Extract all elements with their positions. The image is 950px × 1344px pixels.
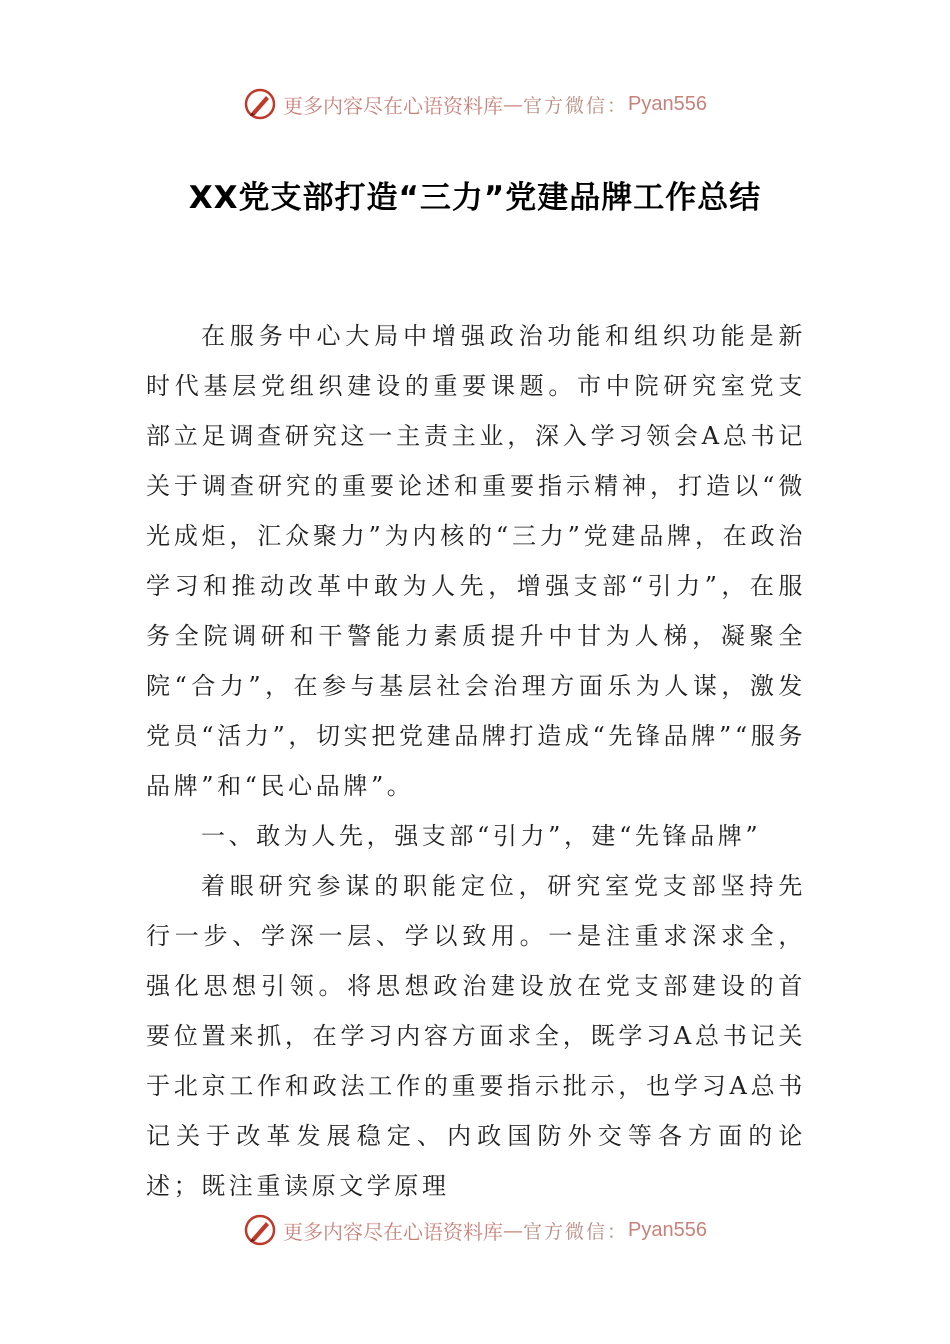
pen-logo-icon [243,1213,277,1247]
document-body [146,311,806,1211]
paragraph-heading-1: 一、敢为人先，强支部“引力”，建“先锋品牌” [201,822,762,850]
pen-logo-icon [243,87,277,121]
paragraph-intro: 在服务中心大局中增强政治功能和组织功能是新时代基层党组织建设的重要课题。市中院研究室党支部立足调查研究这一主责主业，深入学习领会A总书记关于调查研究的重要论述和重要指示精神，打造以“微光成炬，汇众聚力”为内核的“三力”党建品牌，在政治学习和推动改革中敢为人先，增强支部“引力”，在服务全院调研和干警能力素质提升中甘为人梯，凝聚全院“合力”，在参与基层社会治理方面乐为人谋，激发党员“活力”，切实把党建品牌打造成“先锋品牌”“服务品牌”和“民心品牌”。 [146,322,806,800]
watermark-main-text: 更多内容尽在心语资料库 [283,93,503,118]
document-title: XX党支部打造“三力”党建品牌工作总结 [188,180,762,216]
watermark-dash: — [503,1218,523,1242]
watermark-id: Pyan556 [628,1218,707,1241]
watermark-id: Pyan556 [628,92,707,115]
watermark-sub-text: 官方微信： [523,1220,629,1243]
header-watermark [0,82,950,126]
watermark-dash: — [503,92,523,116]
watermark-sub-text: 官方微信： [523,94,629,117]
footer-watermark [0,1208,950,1252]
paragraph-section-1: 着眼研究参谋的职能定位，研究室党支部坚持先行一步、学深一层、学以致用。一是注重求深求全，强化思想引领。将思想政治建设放在党支部建设的首要位置来抓，在学习内容方面求全，既学习A总书记关于北京工作和政法工作的重要指示批示，也学习A总书记关于改革发展稳定、内政国防外交等各方面的论述；既注重读原文学原理 [146,872,806,1200]
watermark-main-text: 更多内容尽在心语资料库 [283,1219,503,1244]
